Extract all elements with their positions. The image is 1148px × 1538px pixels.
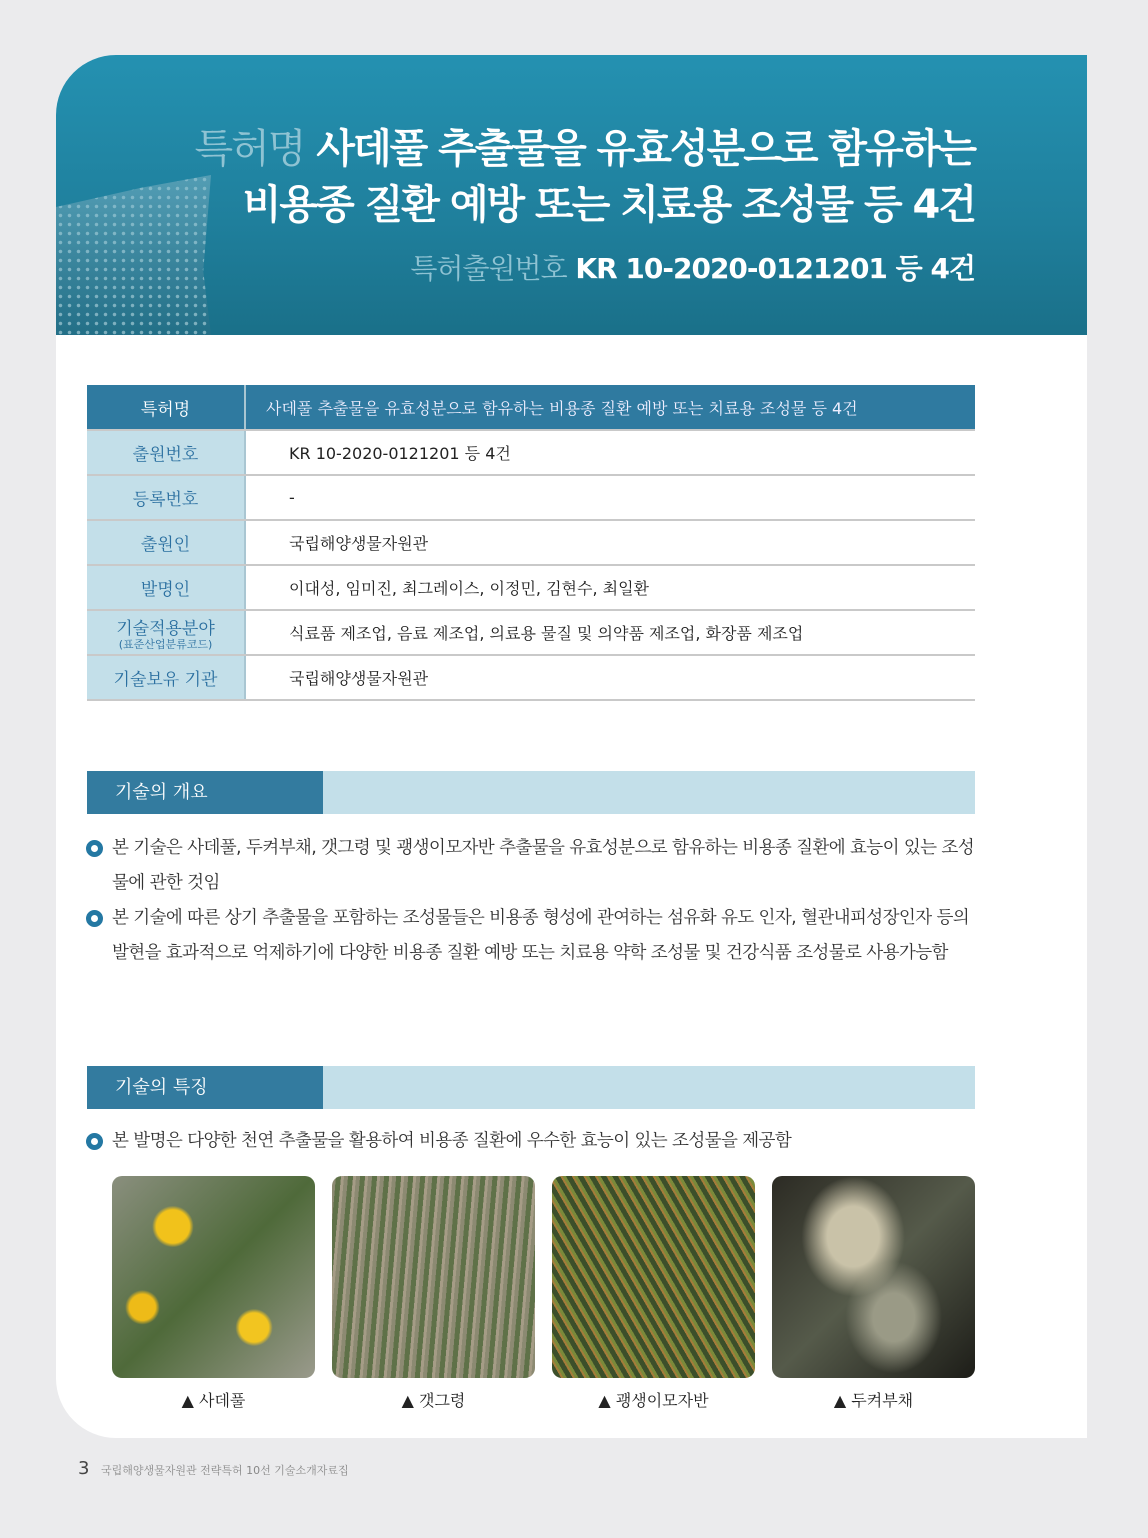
application-number: 특허출원번호 KR 10-2020-0121201 등 4건 xyxy=(410,252,975,285)
photo-caption: ▲ 갯그령 xyxy=(401,1391,466,1410)
photo-sadepul xyxy=(112,1176,315,1378)
page-card xyxy=(56,55,1087,1438)
patent-title-line2: 비용종 질환 예방 또는 치료용 조성물 등 4건 xyxy=(242,182,975,228)
page-number: 3 xyxy=(78,1458,90,1479)
photo-dukyeobuchae xyxy=(772,1176,975,1378)
bullet-icon xyxy=(86,910,103,927)
table-row: 등록번호 - xyxy=(87,475,975,520)
table-row: 출원인 국립해양생물자원관 xyxy=(87,520,975,565)
section-header-features: 기술의 특징 xyxy=(87,1066,975,1109)
list-item: 본 발명은 다양한 천연 추출물을 활용하여 비용종 질환에 우수한 효능이 있는 조성물을 제공함 xyxy=(86,1124,976,1159)
bullet-icon xyxy=(86,1133,103,1150)
table-row: 발명인 이대성, 임미진, 최그레이스, 이정민, 김현수, 최일환 xyxy=(87,565,975,610)
table-row: 기술적용분야 (표준산업분류코드) 식료품 제조업, 음료 제조업, 의료용 물질 및 의약품 제조업, 화장품 제조업 xyxy=(87,610,975,655)
list-item: 본 기술에 따른 상기 추출물을 포함하는 조성물들은 비용종 형성에 관여하는 섬유화 유도 인자, 혈관내피성장인자 등의 발현을 효과적으로 억제하기에 다양한 비용종 질환 예방 또는 치료용 약학 조성물 및 건강식품 조성물로 사용가능함 xyxy=(86,901,976,971)
patent-title-line1: 특허명 사데풀 추출물을 유효성분으로 함유하는 xyxy=(194,126,975,172)
bullet-icon xyxy=(86,840,103,857)
table-row: 특허명 사데풀 추출물을 유효성분으로 함유하는 비용종 질환 예방 또는 치료용 조성물 등 4건 xyxy=(87,385,975,430)
photo-gaetgeuryeong xyxy=(332,1176,535,1378)
table-row: 기술보유 기관 국립해양생물자원관 xyxy=(87,655,975,700)
photo-caption: ▲ 괭생이모자반 xyxy=(598,1391,709,1410)
list-item: 본 기술은 사데풀, 두켜부채, 갯그령 및 괭생이모자반 추출물을 유효성분으로 함유하는 비용종 질환에 효능이 있는 조성물에 관한 것임 xyxy=(86,831,976,901)
patent-info-table xyxy=(87,385,975,701)
table-row: 출원번호 KR 10-2020-0121201 등 4건 xyxy=(87,430,975,475)
section-header-overview: 기술의 개요 xyxy=(87,771,975,814)
header-banner xyxy=(56,55,1087,335)
photo-caption: ▲ 두켜부채 xyxy=(833,1391,914,1410)
photo-caption: ▲ 사데풀 xyxy=(181,1391,246,1410)
photo-gwaengsaengi-mojaban xyxy=(552,1176,755,1378)
building-image xyxy=(56,175,211,335)
footer-text: 국립해양생물자원관 전략특허 10선 기술소개자료집 xyxy=(101,1464,349,1477)
